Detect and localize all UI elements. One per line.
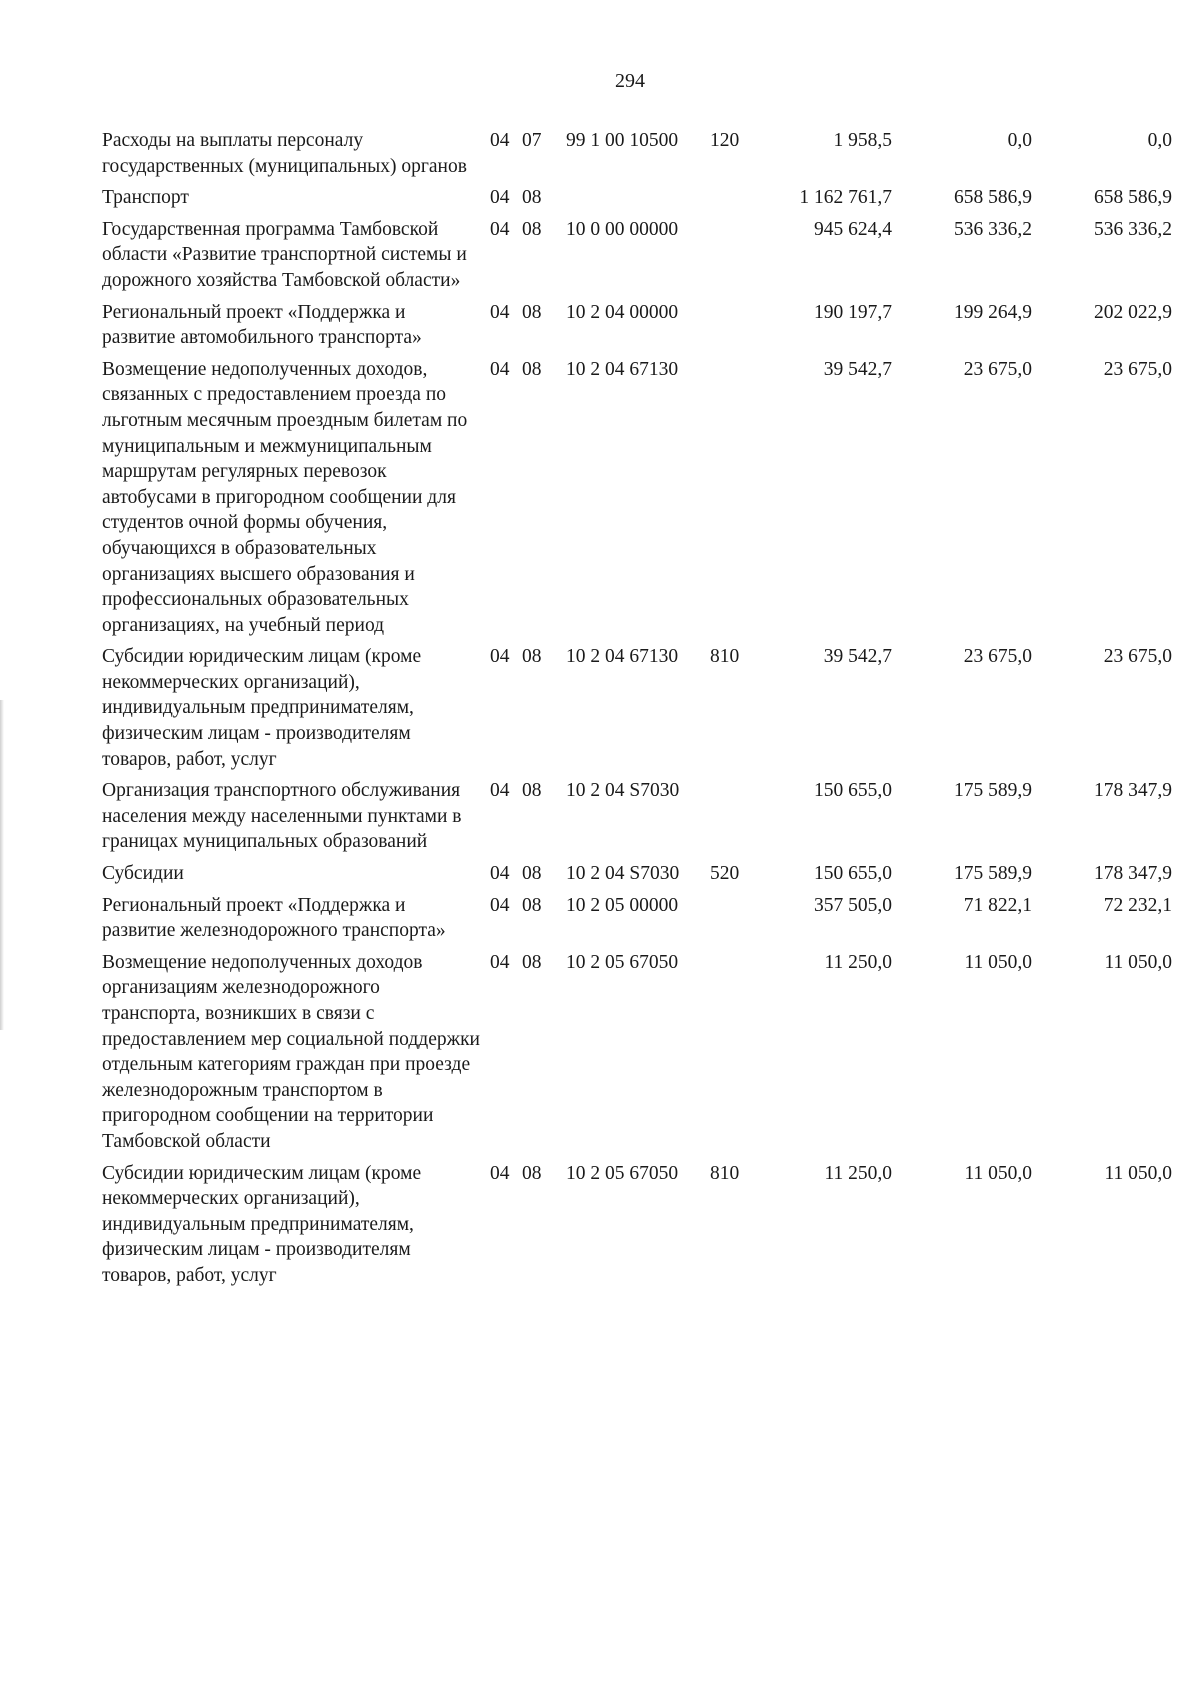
- amount-year-3: 23 675,0: [1103, 358, 1172, 380]
- target-article-code: 99 1 00 10500: [566, 130, 679, 151]
- section-code: 04: [490, 358, 510, 380]
- amount-year-2: 536 336,2: [954, 218, 1032, 240]
- section-code: 04: [490, 863, 510, 885]
- amount-year-2: 658 586,9: [954, 187, 1032, 209]
- subsection-code: 08: [522, 780, 542, 802]
- amount-year-1: 945 624,4: [814, 218, 892, 240]
- table-row: [102, 185, 1172, 217]
- expense-type-code: [710, 185, 762, 217]
- amount-year-3: 11 050,0: [1104, 951, 1172, 973]
- expense-type-code: 520: [710, 863, 740, 885]
- expense-type-code: 810: [710, 1162, 740, 1184]
- target-article-code: 10 2 05 00000: [566, 894, 679, 916]
- amount-year-2: 0,0: [1007, 130, 1032, 151]
- target-article-code: 10 0 00 00000: [566, 218, 679, 240]
- expense-type-code: 120: [710, 130, 740, 151]
- amount-year-2: 23 675,0: [963, 358, 1032, 380]
- amount-year-3: 178 347,9: [1094, 863, 1172, 885]
- row-name: Субсидии юридическим лицам (кроме некоммерческих организаций), индивидуальным предпринимателям, физическим лицам - производителям товаров, работ, услуг: [102, 646, 422, 770]
- amount-year-2: 71 822,1: [963, 894, 1032, 916]
- row-name: Расходы на выплаты персоналу государственных (муниципальных) органов: [102, 130, 467, 177]
- table-row: [102, 1161, 1172, 1295]
- section-code: 04: [490, 951, 510, 973]
- row-name: Государственная программа Тамбовской области «Развитие транспортной системы и дорожного хозяйства Тамбовской области»: [102, 218, 467, 291]
- amount-year-2: 23 675,0: [963, 646, 1032, 668]
- section-code: 04: [490, 130, 510, 151]
- amount-year-3: 658 586,9: [1094, 187, 1172, 209]
- amount-year-1: 150 655,0: [814, 780, 892, 802]
- row-name: Возмещение недополученных доходов организациям железнодорожного транспорта, возникших в связи с предоставлением мер социальной поддержки отдельным категориям граждан при проезде железнодорожным транспортом в пригородном сообщении на территории Тамбовской области: [102, 951, 480, 1152]
- amount-year-3: 23 675,0: [1103, 646, 1172, 668]
- section-code: 04: [490, 894, 510, 916]
- section-code: 04: [490, 218, 510, 240]
- table-body: [102, 128, 1172, 1295]
- amount-year-1: 1 958,5: [833, 130, 892, 151]
- amount-year-1: 11 250,0: [824, 951, 892, 973]
- amount-year-3: 72 232,1: [1103, 894, 1172, 916]
- subsection-code: 08: [522, 646, 542, 668]
- subsection-code: 08: [522, 358, 542, 380]
- table-row: [102, 893, 1172, 950]
- amount-year-1: 39 542,7: [823, 646, 892, 668]
- amount-year-3: 0,0: [1147, 130, 1172, 151]
- row-name: Субсидии: [102, 863, 184, 885]
- table-row: [102, 778, 1172, 861]
- section-code: 04: [490, 646, 510, 668]
- target-article-code: 10 2 05 67050: [566, 1162, 679, 1184]
- amount-year-1: 190 197,7: [814, 301, 892, 323]
- amount-year-3: 202 022,9: [1094, 301, 1172, 323]
- row-name: Транспорт: [102, 187, 189, 209]
- target-article-code: 10 2 04 S7030: [566, 863, 680, 885]
- amount-year-1: 11 250,0: [824, 1162, 892, 1184]
- amount-year-3: 536 336,2: [1094, 218, 1172, 240]
- amount-year-2: 11 050,0: [964, 951, 1032, 973]
- target-article-code: 10 2 05 67050: [566, 951, 679, 973]
- section-code: 04: [490, 780, 510, 802]
- subsection-code: 08: [522, 1162, 542, 1184]
- table-row: [102, 300, 1172, 357]
- row-name: Субсидии юридическим лицам (кроме некоммерческих организаций), индивидуальным предпринимателям, физическим лицам - производителям товаров, работ, услуг: [102, 1162, 422, 1286]
- subsection-code: 08: [522, 218, 542, 240]
- scan-edge-shadow: [0, 700, 4, 1030]
- section-code: 04: [490, 301, 510, 323]
- row-name: Региональный проект «Поддержка и развитие железнодорожного транспорта»: [102, 894, 446, 942]
- table-row: [102, 950, 1172, 1161]
- amount-year-3: 11 050,0: [1104, 1162, 1172, 1184]
- expense-type-code: [710, 300, 762, 357]
- amount-year-2: 175 589,9: [954, 863, 1032, 885]
- subsection-code: 07: [522, 130, 542, 151]
- budget-table: [102, 128, 1172, 1295]
- target-article-code: 10 2 04 67130: [566, 358, 679, 380]
- expense-type-code: [710, 778, 762, 861]
- target-article-code: [566, 185, 710, 217]
- row-name: Региональный проект «Поддержка и развитие автомобильного транспорта»: [102, 301, 422, 349]
- amount-year-1: 39 542,7: [823, 358, 892, 380]
- amount-year-1: 150 655,0: [814, 863, 892, 885]
- target-article-code: 10 2 04 S7030: [566, 780, 680, 802]
- section-code: 04: [490, 187, 510, 209]
- table-row: [102, 128, 1172, 185]
- subsection-code: 08: [522, 894, 542, 916]
- amount-year-2: 11 050,0: [964, 1162, 1032, 1184]
- target-article-code: 10 2 04 00000: [566, 301, 679, 323]
- expense-type-code: [710, 357, 762, 645]
- amount-year-1: 357 505,0: [814, 894, 892, 916]
- table-row: [102, 357, 1172, 645]
- amount-year-2: 175 589,9: [954, 780, 1032, 802]
- target-article-code: 10 2 04 67130: [566, 646, 679, 668]
- expense-type-code: [710, 950, 762, 1161]
- table-row: [102, 861, 1172, 893]
- subsection-code: 08: [522, 951, 542, 973]
- subsection-code: 08: [522, 301, 542, 323]
- table-row: [102, 217, 1172, 300]
- amount-year-1: 1 162 761,7: [799, 187, 892, 209]
- subsection-code: 08: [522, 187, 542, 209]
- subsection-code: 08: [522, 863, 542, 885]
- row-name: Возмещение недополученных доходов, связанных с предоставлением проезда по льготным месячным проездным билетам по муниципальным и межмуниципальным маршрутам регулярных перевозок автобусами в пригородном сообщении для студентов очной формы обучения, обучающихся в образовательных организациях высшего образования и профессиональных образовательных организациях, на учебный период: [102, 358, 468, 636]
- section-code: 04: [490, 1162, 510, 1184]
- table-row: [102, 644, 1172, 778]
- amount-year-2: 199 264,9: [954, 301, 1032, 323]
- amount-year-3: 178 347,9: [1094, 780, 1172, 802]
- expense-type-code: [710, 893, 762, 950]
- page-number: 294: [615, 70, 645, 92]
- expense-type-code: [710, 217, 762, 300]
- row-name: Организация транспортного обслуживания населения между населенными пунктами в границах муниципальных образований: [102, 780, 462, 853]
- expense-type-code: 810: [710, 646, 740, 668]
